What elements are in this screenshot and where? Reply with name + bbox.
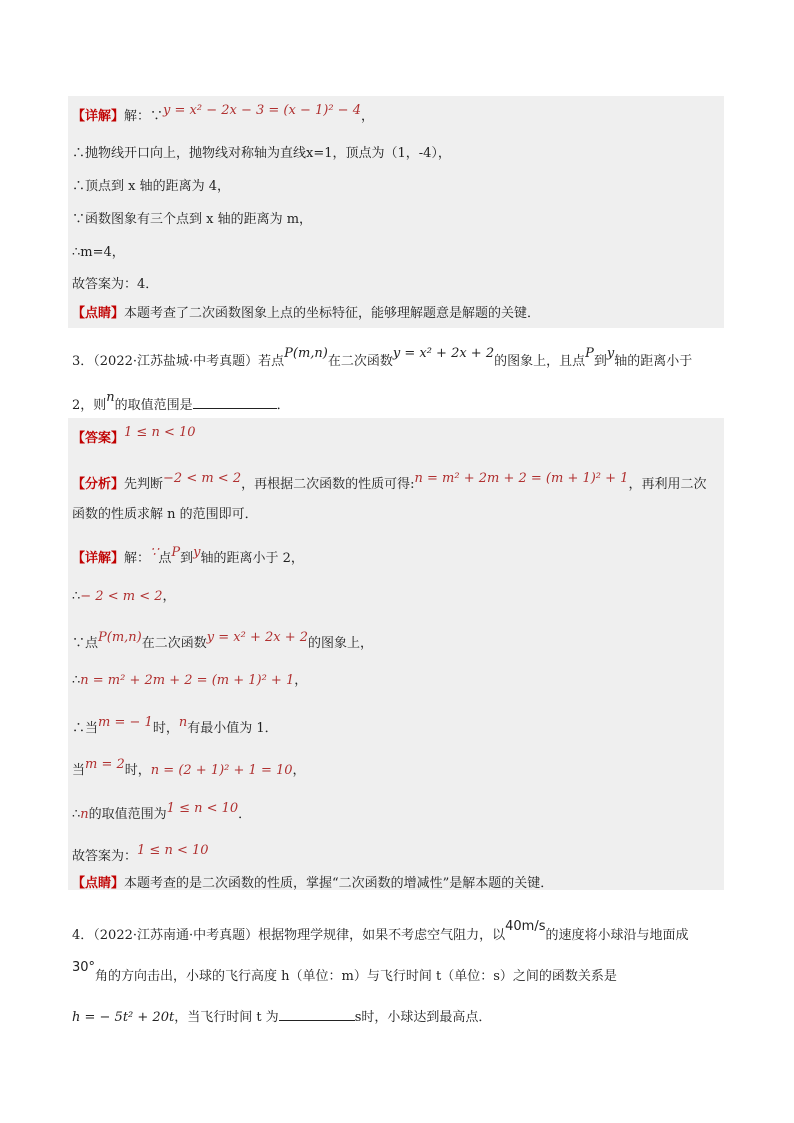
- q3-detail-line-7: [72, 801, 252, 824]
- q3-d1-d: 轴的距离小于 2，: [200, 551, 304, 566]
- q3-func: y = x² + 2x + 2: [392, 346, 495, 361]
- q3-d3-c: 在二次函数: [141, 636, 207, 651]
- q3-line-2: [72, 390, 290, 413]
- q3-d7-n: n: [80, 807, 89, 822]
- remark-label: 【点睛】: [72, 306, 125, 321]
- q3-n: n: [106, 390, 115, 405]
- q3-d3-b: 点: [85, 636, 99, 651]
- q3-d4-a: ∴: [72, 673, 81, 688]
- solution-line-2: ∴抛物线开口向上，抛物线对称轴为直线x=1，顶点为（1，-4），: [72, 146, 451, 161]
- q4-text-c: 角的方向击出，小球的飞行高度 h（单位：m）与飞行时间 t（单位：s）之间的函数关系是: [95, 969, 617, 984]
- q3-analysis-a: 先判断: [124, 477, 164, 492]
- q3-text-e: 轴的距离小于: [614, 354, 693, 369]
- q3-detail-line-4: [72, 672, 307, 690]
- solution-line-5: ∴m=4，: [72, 245, 125, 260]
- q3-analysis-c: ，再利用二次: [628, 477, 707, 492]
- q3-analysis-ineq: −2 < m < 2: [163, 471, 242, 486]
- q3-d2-a: ∴: [72, 589, 81, 604]
- q3-d3-a: ∵: [72, 636, 86, 651]
- q3-d8-ans: 1 ≤ n < 10: [137, 843, 209, 858]
- q4-text-d: ，当飞行时间 t 为: [174, 1010, 279, 1025]
- solution-line-3: ∴顶点到 x 轴的距离为 4，: [72, 179, 230, 194]
- q3-d3-point: P(m,n): [98, 630, 142, 645]
- q4-text-b: 的速度将小球沿与地面成: [545, 928, 689, 943]
- q3-d7-ineq: 1 ≤ n < 10: [166, 801, 239, 816]
- q3-d5-n: n: [178, 715, 188, 730]
- q3-d7-b: 的取值范围为: [88, 807, 167, 822]
- q3-detail-line-3: [72, 630, 374, 653]
- q3-detail-line-2: [72, 588, 176, 606]
- solution-line-4: ∵函数图象有三个点到 x 轴的距离为 m，: [72, 212, 313, 227]
- q3-d6-b: 时，: [124, 763, 151, 778]
- q3-p: P: [585, 346, 594, 361]
- q3-d5-b: 当: [85, 721, 99, 736]
- q3-analysis-line-1: [72, 471, 707, 494]
- q4-text-e: s时，小球达到最高点．: [354, 1010, 492, 1025]
- detail-label-2: 【详解】: [72, 551, 125, 566]
- detail-formula: y = x² − 2x − 3 = (x − 1)² − 4: [163, 103, 361, 118]
- q3-text-f: 2，则: [72, 398, 107, 413]
- q3-d1-a: 解：: [124, 551, 151, 566]
- detail-prefix: 解：∵: [124, 109, 164, 124]
- q3-d7-a: ∴: [72, 807, 81, 822]
- q3-detail-line-5: [72, 715, 278, 738]
- q3-d4-eq: n = m² + 2m + 2 = (m + 1)² + 1: [80, 673, 295, 688]
- remark-text: 本题考查了二次函数图象上点的坐标特征，能够理解题意是解题的关键．: [124, 306, 541, 321]
- q3-detail-line-6: [72, 757, 306, 780]
- q3-d8-a: 故答案为：: [72, 849, 138, 864]
- q3-d7-c: ．: [238, 807, 252, 822]
- detail-suffix: ，: [360, 109, 374, 124]
- q3-d2-b: ，: [162, 589, 176, 604]
- analysis-label: 【分析】: [72, 477, 125, 492]
- q3-analysis-line-2: 函数的性质求解 n 的范围即可．: [72, 507, 258, 522]
- q3-text-b: 在二次函数: [327, 354, 393, 369]
- solution-line-6: 故答案为：4．: [72, 277, 159, 292]
- q3-d1-c: 到: [180, 551, 194, 566]
- q3-point: P(m,n): [284, 346, 328, 361]
- q3-d6-eq: n = (2 + 1)² + 1 = 10: [150, 763, 293, 778]
- q4-func: h = − 5t² + 20t: [72, 1010, 175, 1025]
- q3-text-a: 3．（2022·江苏盐城·中考真题）若点: [72, 354, 285, 369]
- q3-analysis-eq: n = m² + 2m + 2 = (m + 1)² + 1: [414, 471, 629, 486]
- q3-d4-b: ，: [294, 673, 308, 688]
- q3-text-d: 到: [593, 354, 607, 369]
- q4-answer-blank[interactable]: [279, 1008, 355, 1021]
- remark-label-2: 【点睛】: [72, 876, 125, 891]
- q3-d5-c: 时，: [152, 721, 179, 736]
- q3-answer-blank[interactable]: [193, 396, 277, 409]
- detail-label: 【详解】: [72, 109, 125, 124]
- q3-d1-b: 点: [158, 551, 172, 566]
- q4-angle: 30°: [72, 960, 96, 975]
- q3-remark-text: 本题考查的是二次函数的性质，掌握“二次函数的增减性”是解本题的关键．: [124, 876, 554, 891]
- q3-text-h: ．: [276, 398, 290, 413]
- q3-detail-line-8: [72, 843, 209, 866]
- q3-d6-c: ，: [292, 763, 306, 778]
- q3-d5-d: 有最小值为 1．: [187, 721, 278, 736]
- q3-d6-a: 当: [72, 763, 86, 778]
- q3-d5-m: m = − 1: [98, 715, 153, 730]
- q3-d1-y: y: [193, 545, 201, 560]
- answer-label: 【答案】: [72, 431, 125, 446]
- q4-line-1: [72, 919, 689, 943]
- remark-line-1: [72, 305, 540, 323]
- q3-d2-ineq: − 2 < m < 2: [80, 589, 163, 604]
- q3-answer-line: [72, 425, 196, 448]
- q3-d1-p: P: [171, 545, 181, 560]
- detail-line: [72, 103, 374, 126]
- q3-d3-d: 的图象上，: [308, 636, 374, 651]
- q3-line-1: [72, 346, 693, 369]
- q3-d3-func: y = x² + 2x + 2: [206, 630, 309, 645]
- q3-y: y: [606, 346, 615, 361]
- q3-analysis-b: ，再根据二次函数的性质可得:: [241, 477, 415, 492]
- q3-d1-because: ∵: [150, 545, 159, 560]
- q3-detail-line-1: [72, 545, 304, 568]
- q4-text-a: 4．（2022·江苏南通·中考真题）根据物理学规律，如果不考虑空气阻力，以: [72, 928, 506, 943]
- q3-remark-line: [72, 875, 553, 893]
- q3-text-c: 的图象上，且点: [494, 354, 586, 369]
- q4-speed: 40m/s: [505, 919, 546, 934]
- q4-line-2: [72, 960, 617, 984]
- q3-text-g: 的取值范围是: [114, 398, 193, 413]
- q3-answer: 1 ≤ n < 10: [124, 425, 196, 440]
- q3-d5-a: ∴: [72, 721, 86, 736]
- q3-d6-m: m = 2: [85, 757, 125, 772]
- q4-line-3: [72, 1006, 491, 1025]
